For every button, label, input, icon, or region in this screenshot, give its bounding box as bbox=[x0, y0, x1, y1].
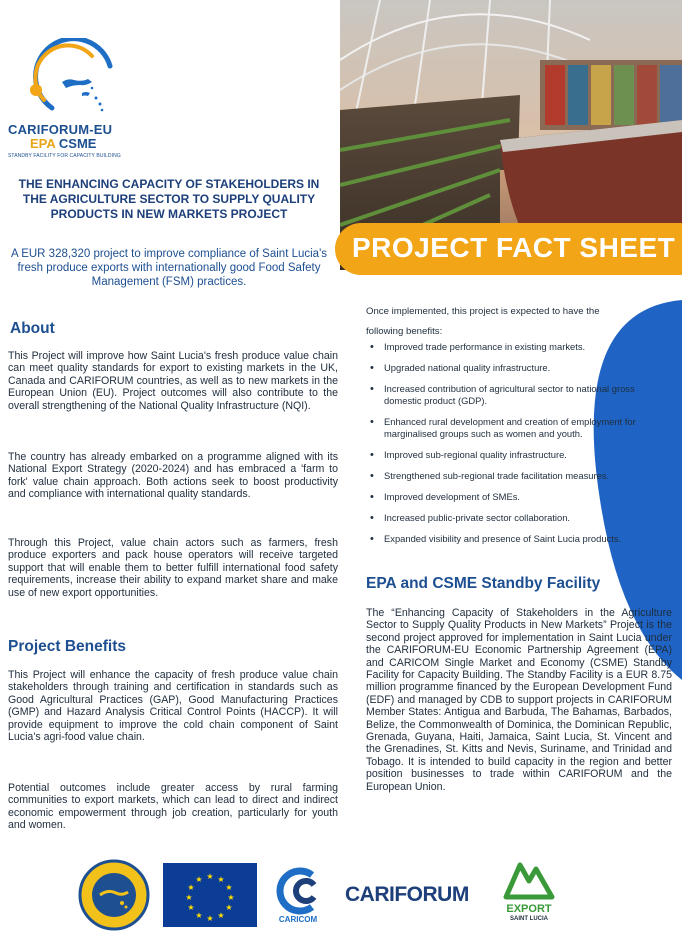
benefit-item: • Enhanced rural development and creation of employment for marginalised groups such as women and youth. bbox=[366, 416, 674, 440]
benefit-item: • Upgraded national quality infrastructure. bbox=[366, 362, 666, 374]
caricom-label: CARICOM bbox=[278, 915, 318, 924]
benefits-intro: Once implemented, this project is expected to have the following benefits: bbox=[366, 306, 600, 337]
benefit-item: • Increased contribution of agricultural sector to national gross domestic product (GDP). bbox=[366, 383, 654, 407]
eu-flag-logo bbox=[163, 863, 257, 927]
about-paragraph-2: The country has already embarked on a programme aligned with its National Export Strategy (2020-2024) and has embraced a 'farm to fork' value chain approach. Both actions seek to boost productivity and compliance with international quality standards. bbox=[8, 451, 338, 501]
svg-text:★: ★ bbox=[225, 903, 233, 912]
benefit-item: • Expanded visibility and presence of Saint Lucia products. bbox=[366, 533, 666, 545]
benefit-item: • Improved development of SMEs. bbox=[366, 491, 666, 503]
saint-lucia-label: SAINT LUCIA bbox=[510, 916, 548, 922]
standby-facility-heading: EPA and CSME Standby Facility bbox=[366, 575, 601, 592]
logo-csme: CSME bbox=[58, 136, 97, 151]
svg-text:★: ★ bbox=[187, 903, 195, 912]
export-saint-lucia-logo bbox=[502, 857, 556, 901]
svg-text:★: ★ bbox=[195, 911, 203, 920]
project-benefits-paragraph-2: Potential outcomes include greater access by rural farming communities to export markets, which can lead to direct and indirect economic empowerment through job creation, particularly for youth and women. bbox=[8, 782, 338, 832]
svg-text:★: ★ bbox=[227, 893, 235, 902]
svg-text:★: ★ bbox=[217, 875, 225, 884]
fact-sheet-title: PROJECT FACT SHEET bbox=[352, 232, 676, 263]
about-heading: About bbox=[10, 320, 55, 337]
standby-facility-paragraph: The “Enhancing Capacity of Stakeholders in the Agriculture Sector to Supply Quality Products in New Markets” Project is the second project approved for implementation in Saint Lucia under the CARIFORUM-EU Economic Partnership Agreement (EPA) and CARICOM Single Market and Economy (CSME) Standby Facility for Capacity Building. The Standby Facility is a EUR 8.75 million programme financed by the European Development Fund (EDF) and managed by CDB to support projects in CARIFORUM Member States: Antigua and Barbuda, The Bahamas, Barbados, Belize, the Commonwealth of Dominica, the Dominican Republic, Grenada, Guyana, Haiti, Jamaica, Saint Lucia, St. Vincent and the Grenadines, St. Kitts and Nevis, Suriname, and Trinidad and Tobago. It is intended to build capacity in the region and better position businesses to trade within CARIFORUM and the European Union. bbox=[366, 607, 672, 793]
benefit-item: • Improved sub-regional quality infrastructure. bbox=[366, 449, 666, 461]
project-headline: THE ENHANCING CAPACITY OF STAKEHOLDERS IN THE AGRICULTURE SECTOR TO SUPPLY QUALITY PRODUCTS IN NEW MARKETS PROJECT bbox=[18, 177, 320, 221]
svg-text:★: ★ bbox=[185, 893, 193, 902]
about-paragraph-3: Through this Project, value chain actors such as farmers, fresh produce exporters and pack house operators will receive targeted support that will enable them to better fulfill international food safety requirements, increase their ability to expand market share and make use of new export opportunities. bbox=[8, 537, 338, 599]
logo-epa: EPA bbox=[30, 136, 56, 151]
svg-text:★: ★ bbox=[187, 883, 195, 892]
logo-title: CARIFORUM-EU bbox=[8, 122, 113, 137]
benefit-item: • Strengthened sub-regional trade facilitation measures. bbox=[366, 470, 666, 482]
svg-text:★: ★ bbox=[206, 914, 214, 923]
logo-tagline: STANDBY FACILITY FOR CAPACITY BUILDING bbox=[8, 153, 121, 159]
partner-logos bbox=[0, 855, 682, 935]
cariforum-logo: CARIFORUM bbox=[345, 883, 469, 906]
export-label: EXPORT bbox=[506, 903, 552, 915]
svg-text:★: ★ bbox=[225, 883, 233, 892]
project-summary: A EUR 328,320 project to improve compliance of Saint Lucia's fresh produce exports with internationally good Food Safety Management (FSM) practices. bbox=[10, 248, 328, 288]
cariforum-epa-csme-logo bbox=[8, 28, 138, 163]
project-benefits-paragraph-1: This Project will enhance the capacity of fresh produce value chain stakeholders through training and certification in standards such as Good Agricultural Practices (GAP), Good Manufacturing Practices (GMP) and Hazard Analysis Critical Control Points (HACCP). It will provide equipment to improve the cold chain component of Saint Lucia's agri-food value chain. bbox=[8, 669, 338, 744]
svg-text:★: ★ bbox=[217, 911, 225, 920]
benefit-item: • Increased public-private sector collaboration. bbox=[366, 512, 666, 524]
benefit-item: • Improved trade performance in existing markets. bbox=[366, 341, 666, 353]
svg-text:★: ★ bbox=[195, 875, 203, 884]
benefits-list bbox=[366, 341, 666, 545]
caricom-logo bbox=[272, 867, 324, 915]
about-paragraph-1: This Project will improve how Saint Lucia's fresh produce value chain can meet quality standards for export to existing markets in the UK, Canada and CARIFORUM countries, as well as to new markets in the European Union (EU). Project outcomes will also contribute to the overall strengthening of the National Quality Infrastructure (NQI). bbox=[8, 350, 338, 412]
svg-text:★: ★ bbox=[206, 872, 214, 881]
logo-subtitle bbox=[30, 136, 96, 151]
project-benefits-heading: Project Benefits bbox=[8, 638, 127, 655]
